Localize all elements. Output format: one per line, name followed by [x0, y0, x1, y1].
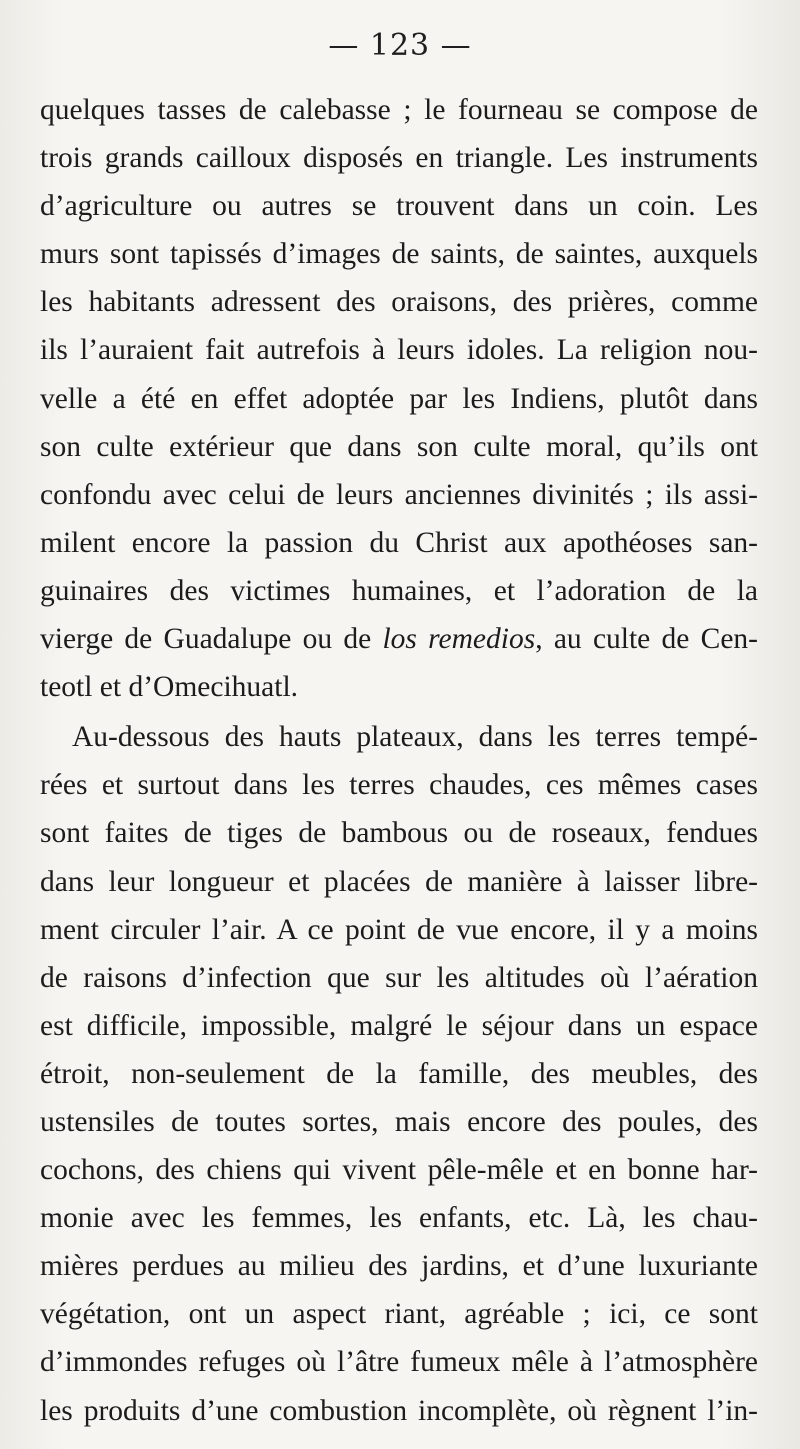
italic-term: los remedios [382, 623, 536, 656]
text-line: milent encore la passion du Christ aux apothéoses san- [40, 526, 758, 559]
text-line: d’agriculture ou autres se trouvent dans un coin. Les [40, 190, 758, 223]
text-line: guinaires des victimes humaines, et l’adoration de la [40, 574, 758, 607]
text-line: dans leur longueur et placées de manière à laisser libre- [40, 865, 758, 898]
text-line: monie avec les femmes, les enfants, etc. Là, les chau- [40, 1202, 758, 1235]
text-line: quelques tasses de calebasse ; le fourneau se compose de [40, 94, 758, 126]
text-line: confondu avec celui de leurs anciennes divinités ; ils assi- [40, 478, 758, 511]
text-line: ustensiles de toutes sortes, mais encore des poules, des [40, 1105, 758, 1138]
text-line: d’immondes refuges où l’âtre fumeux mêle à l’atmosphère [40, 1346, 758, 1379]
text-line: velle a été en effet adoptée par les Indiens, plutôt dans [40, 382, 758, 415]
text-line: cochons, des chiens qui vivent pêle-mêle et en bonne har- [40, 1154, 758, 1187]
paragraph [40, 713, 758, 1434]
text-segment: , au culte de Cen- [535, 623, 758, 656]
paragraph [40, 86, 758, 711]
text-line: ment circuler l’air. A ce point de vue encore, il y a moins [40, 913, 758, 946]
text-line: étroit, non-seulement de la famille, des meubles, des [40, 1057, 758, 1090]
text-line: les produits d’une combustion incomplète, où règnent l’in- [40, 1394, 758, 1427]
text-line: sont faites de tiges de bambous ou de roseaux, fendues [40, 817, 758, 850]
text-line: trois grands cailloux disposés en triangle. Les instruments [40, 142, 758, 175]
text-line: Au-dessous des hauts plateaux, dans les terres tempé- [72, 721, 758, 754]
text-line: son culte extérieur que dans son culte moral, qu’ils ont [40, 430, 758, 463]
text-line: rées et surtout dans les terres chaudes, ces mêmes cases [40, 769, 758, 802]
text-line: de raisons d’infection que sur les altitudes où l’aération [40, 961, 758, 994]
page-number: — 123 — [328, 28, 472, 63]
text-segment: vierge de Guadalupe ou de [40, 623, 383, 656]
text-line: est difficile, impossible, malgré le séjour dans un espace [40, 1009, 758, 1042]
body-text [40, 86, 758, 1435]
text-line: végétation, ont un aspect riant, agréable ; ici, ce sont [40, 1298, 758, 1331]
text-line: teotl et d’Omecihuatl. [40, 671, 299, 704]
text-line: murs sont tapissés d’images de saints, de saintes, auxquels [40, 238, 758, 271]
text-line [40, 615, 758, 663]
text-line: ils l’auraient fait autrefois à leurs idoles. La religion nou- [40, 334, 758, 367]
text-line: les habitants adressent des oraisons, des prières, comme [40, 286, 758, 319]
text-line: mières perdues au milieu des jardins, et d’une luxuriante [40, 1250, 758, 1283]
